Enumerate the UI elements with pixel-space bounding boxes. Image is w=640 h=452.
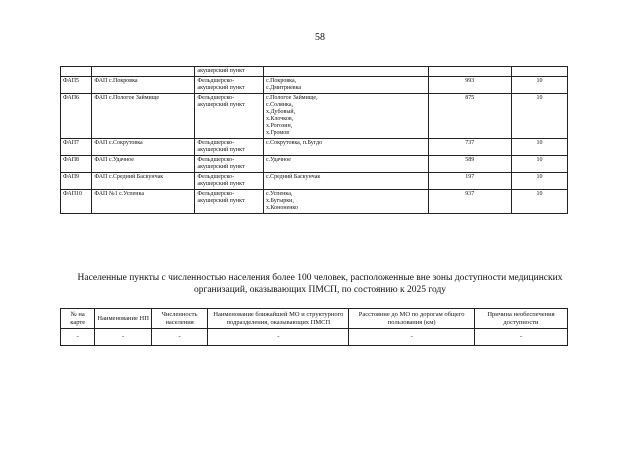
cell-type-line: Фельдшерско-	[197, 95, 235, 101]
cell-name: ФАП с.Удачное	[92, 156, 195, 173]
col-header-population: Численность населения	[151, 309, 207, 329]
cell-type: акушерский пункт	[195, 67, 264, 77]
cell-code: ФАП7	[61, 139, 92, 156]
cell-distance: 10	[512, 139, 568, 156]
page-number: 58	[315, 32, 325, 43]
table-row	[61, 94, 568, 139]
cell-name: ФАП с.Пологое Займище	[92, 94, 195, 139]
cell-type-line: акушерский пункт	[197, 147, 245, 153]
cell-villages-line: с.Успенка,	[265, 191, 293, 197]
cell-villages	[263, 77, 428, 94]
cell-name: ФАП №1 с.Успенка	[92, 190, 195, 214]
cell-type-line: акушерский пункт	[197, 181, 245, 187]
cell-villages-line: х.Кононенко	[265, 205, 299, 211]
cell-villages-line: с.Дмитриевка	[265, 85, 302, 91]
cell-villages	[263, 139, 428, 156]
cell-distance: 10	[512, 173, 568, 190]
cell-villages-line: с.Сокрутовка, п.Бугдо	[265, 140, 323, 146]
cell-type	[195, 173, 264, 190]
header-row	[61, 309, 568, 329]
cell-villages-line: х.Рогозин,	[265, 123, 293, 129]
cell: -	[151, 329, 207, 346]
table-row	[61, 156, 568, 173]
table-row	[61, 67, 568, 77]
fap-table	[60, 66, 568, 214]
cell-type-line: Фельдшерско-	[197, 140, 235, 146]
cell-code: ФАП8	[61, 156, 92, 173]
col-header-np-name: Наименование НП	[95, 309, 152, 329]
cell-villages-line: с.Солянка,	[265, 102, 293, 108]
cell-villages	[263, 173, 428, 190]
cell-type-line: акушерский пункт	[197, 102, 245, 108]
cell-villages-line: с.Средний Баскунчак	[265, 174, 321, 180]
col-header-reason: Причина необеспечения доступности	[474, 309, 567, 329]
cell-type	[195, 94, 264, 139]
cell-type-line: Фельдшерско-	[197, 157, 235, 163]
cell-type-line: акушерский пункт	[197, 85, 245, 91]
uncovered-settlements-table	[60, 308, 568, 346]
cell-name: ФАП с.Сокрутовка	[92, 139, 195, 156]
cell-code: ФАП9	[61, 173, 92, 190]
cell-code: ФАП6	[61, 94, 92, 139]
table-row	[61, 139, 568, 156]
cell-type	[195, 139, 264, 156]
cell-population: 937	[428, 190, 512, 214]
cell-population: 993	[428, 77, 512, 94]
cell-population: 197	[428, 173, 512, 190]
cell-villages-line: с.Покровка,	[265, 78, 297, 84]
col-header-map-no: № на карте	[61, 309, 95, 329]
col-header-distance: Расстояние до МО по дорогам общего пользования (км)	[349, 309, 474, 329]
cell-villages-line: с.Пологое Займище,	[265, 95, 318, 101]
cell-code: ФАП10	[61, 190, 92, 214]
cell: -	[95, 329, 152, 346]
cell-population: 875	[428, 94, 512, 139]
cell-distance: 10	[512, 77, 568, 94]
cell-distance: 10	[512, 156, 568, 173]
table-row	[61, 77, 568, 94]
cell-type-line: Фельдшерско-	[197, 191, 235, 197]
cell-villages-line: х.Громов	[265, 130, 290, 136]
cell-villages-line: с.Удачное	[265, 157, 291, 163]
cell-name: ФАП с.Средний Баскунчак	[92, 173, 195, 190]
cell: -	[61, 329, 95, 346]
cell-population: 589	[428, 156, 512, 173]
cell: -	[208, 329, 349, 346]
table-row	[61, 173, 568, 190]
cell-villages-line: х.Клочков,	[265, 116, 294, 122]
section-heading-line: организаций, оказывающих ПМСП, по состоянию к 2025 году	[193, 285, 447, 295]
cell-villages	[263, 94, 428, 139]
table-row	[61, 190, 568, 214]
cell-villages	[263, 156, 428, 173]
cell: -	[474, 329, 567, 346]
cell-type	[195, 77, 264, 94]
col-header-nearest-mo: Наименование ближайшей МО и структурного подразделения, оказывающих ПМСП	[208, 309, 349, 329]
cell-type-line: акушерский пункт	[197, 198, 245, 204]
cell-type-line: Фельдшерско-	[197, 174, 235, 180]
section-heading-line: Населенные пункты с численностью населения более 100 человек, расположенные вне зоны доступности медицинских	[77, 273, 563, 283]
cell: -	[349, 329, 474, 346]
cell-type	[195, 156, 264, 173]
cell-population: 737	[428, 139, 512, 156]
section-heading	[56, 272, 584, 296]
cell-code: ФАП5	[61, 77, 92, 94]
table-row	[61, 329, 568, 346]
cell-villages-line: х.Дубовый,	[265, 109, 296, 115]
cell-type	[195, 190, 264, 214]
cell-distance: 10	[512, 190, 568, 214]
cell-villages	[263, 190, 428, 214]
cell-name: ФАП с.Покровка	[92, 77, 195, 94]
cell-type-line: Фельдшерско-	[197, 78, 235, 84]
cell-type-line: акушерский пункт	[197, 164, 245, 170]
cell-distance: 10	[512, 94, 568, 139]
cell-villages-line: х.Бугырки,	[265, 198, 294, 204]
